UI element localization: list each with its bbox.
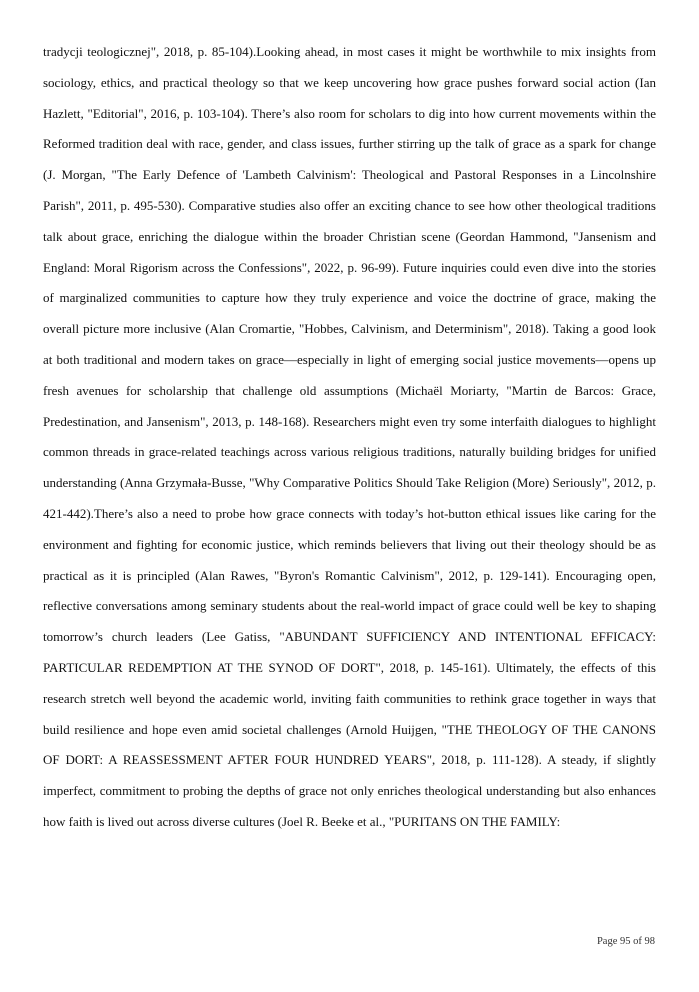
page-number: Page 95 of 98 — [596, 936, 655, 947]
body-paragraph: tradycji teologicznej", 2018, p. 85-104).Looking ahead, in most cases it might be worthwhile to mix insights from sociology, ethics, and practical theology so that we keep uncovering how grace pushes forward social action (Ian Hazlett, "Editorial", 2016, p. 103-104). There’s also room for scholars to dig into how current movements within the Reformed tradition deal with race, gender, and class issues, further stirring up the talk of grace as a spark for change (J. Morgan, "The Early Defence of 'Lambeth Calvinism': Theological and Pastoral Responses in a Lincolnshire Parish", 2011, p. 495-530). Comparative studies also offer an exciting chance to see how other theological traditions talk about grace, enriching the dialogue within the broader Christian scene (Geordan Hammond, "Jansenism and England: Moral Rigorism across the Confessions", 2022, p. 96-99). Future inquiries could even dive into the stories of marginalized communities to capture how they truly experience and voice the doctrine of grace, making the overall picture more inclusive (Alan Cromartie, "Hobbes, Calvinism, and Determinism", 2018). Taking a good look at both traditional and modern takes on grace—especially in light of emerging social justice movements—opens up fresh avenues for scholarship that challenge old assumptions (Michaël Moriarty, "Martin de Barcos: Grace, Predestination, and Jansenism", 2013, p. 148-168). Researchers might even try some interfaith dialogues to highlight common threads in grace-related teachings across various religious traditions, naturally building bridges for unified understanding (Anna Grzymała-Busse, "Why Comparative Politics Should Take Religion (More) Seriously", 2012, p. 421-442).There’s also a need to probe how grace connects with today’s hot-button ethical issues like caring for the environment and fighting for economic justice, which reminds believers that living out their theology should be as practical as it is principled (Alan Rawes, "Byron's Romantic Calvinism", 2012, p. 129-141). Encouraging open, reflective conversations among seminary students about the real-world impact of grace could well be key to shaping tomorrow’s church leaders (Lee Gatiss, "ABUNDANT SUFFICIENCY AND INTENTIONAL EFFICACY: PARTICULAR REDEMPTION AT THE SYNOD OF DORT", 2018, p. 145-161). Ultimately, the effects of this research stretch well beyond the academic world, inviting faith communities to rethink grace together in ways that build resilience and hope even amid societal challenges (Arnold Huijgen, "THE THEOLOGY OF THE CANONS OF DORT: A REASSESSMENT AFTER FOUR HUNDRED YEARS", 2018, p. 111-128). A steady, if slightly imperfect, commitment to probing the depths of grace not only enriches theological understanding but also enhances how faith is lived out across diverse cultures (Joel R. Beeke et al., "PURITANS ON THE FAMILY: — [43, 44, 656, 829]
